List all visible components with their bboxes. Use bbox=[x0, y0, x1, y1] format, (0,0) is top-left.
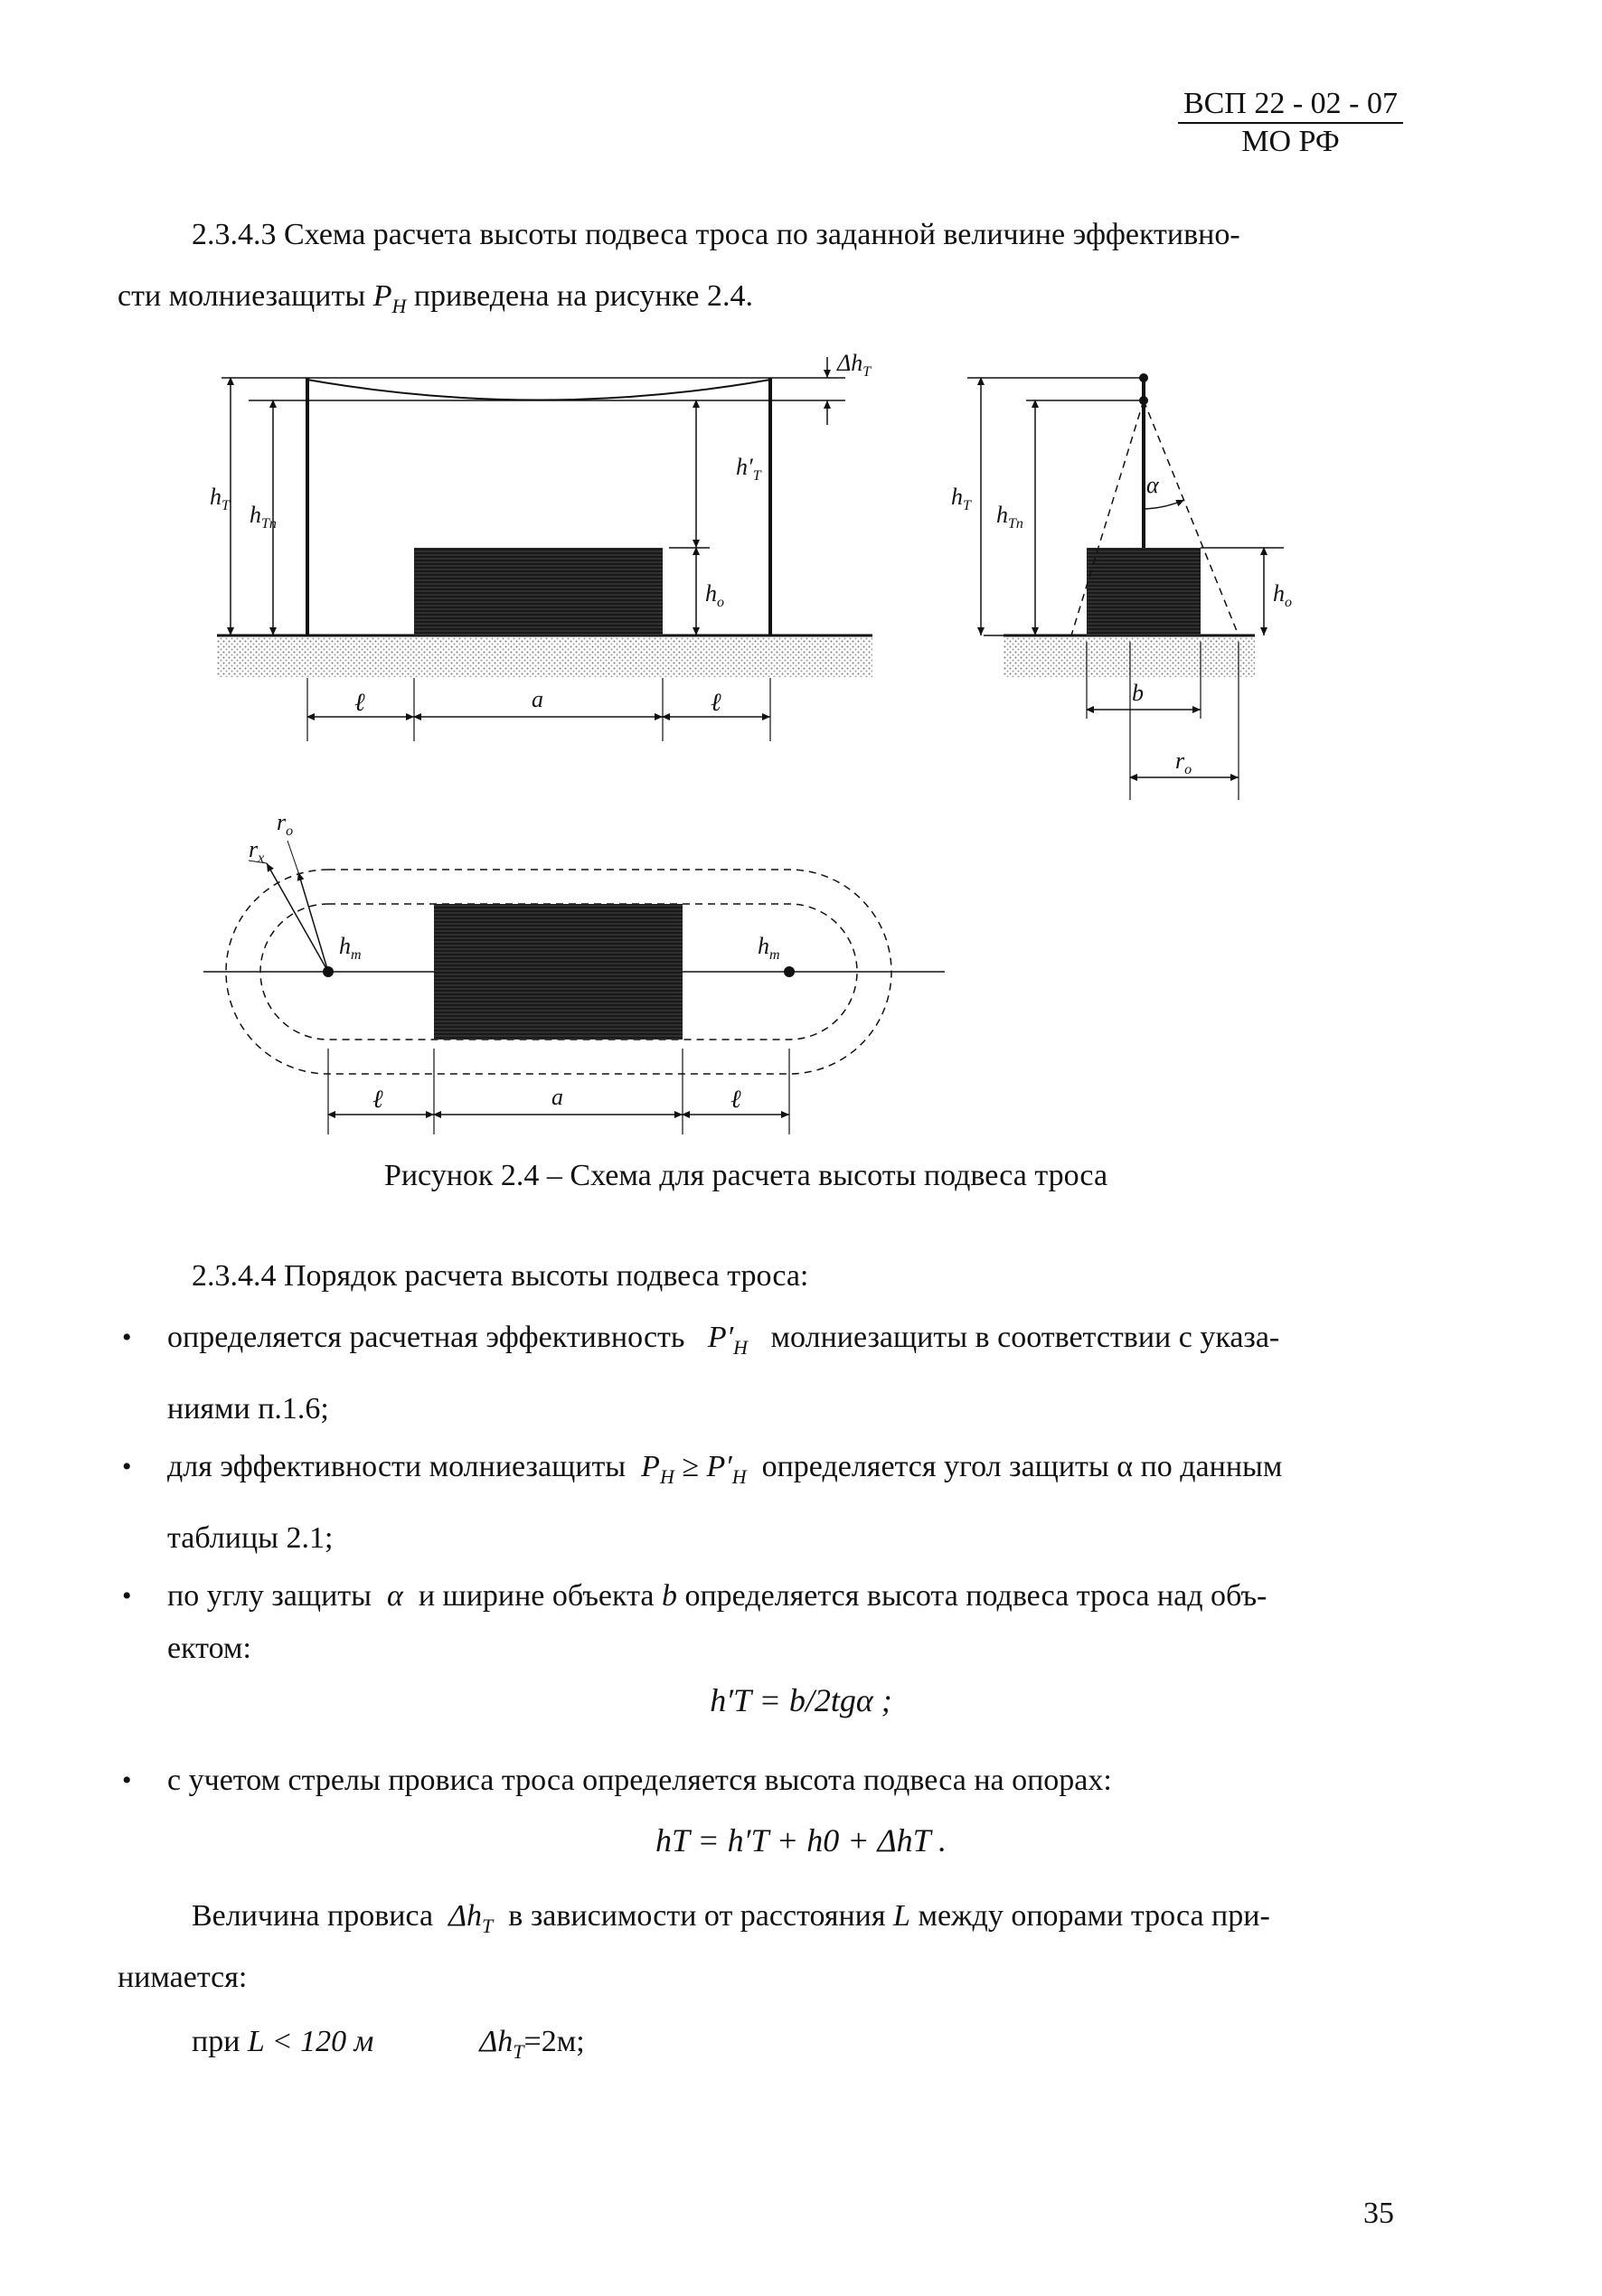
object-section bbox=[1087, 548, 1201, 635]
label-ho-2: $h_o$ bbox=[1273, 580, 1292, 610]
label-ro-plan: $r_o$ bbox=[277, 809, 294, 839]
sag-condition-row: при L < 120 м $\Delta h_T=2м$; bbox=[192, 2025, 585, 2063]
label-l-plan-right: ℓ bbox=[730, 1086, 741, 1114]
label-dh: $\Delta h_T$ bbox=[837, 350, 872, 380]
label-l-right: ℓ bbox=[711, 689, 721, 717]
label-htp: $h'_T$ bbox=[736, 454, 761, 484]
figure-caption: Рисунок 2.4 – Схема для расчета высоты подвеса троса bbox=[383, 1159, 1108, 1192]
sag-paragraph-line2: нимается: bbox=[118, 1961, 248, 1994]
label-a: a bbox=[532, 686, 543, 712]
plan-view bbox=[203, 809, 945, 1134]
paragraph-2-3-4-3-line2: сти молниезащиты $P_Н$ приведена на рисунке 2.4. bbox=[118, 279, 754, 317]
ground-hatch bbox=[217, 635, 872, 677]
page-number: 35 bbox=[1363, 2197, 1394, 2230]
formula-1: h′T = b/2tgα ; bbox=[710, 1682, 892, 1718]
protected-object bbox=[414, 548, 663, 635]
doc-code: ВСП 22 - 02 - 07 bbox=[1178, 86, 1403, 124]
label-alpha: α bbox=[1146, 472, 1159, 498]
formula-2: hT = h′T + h0 + ΔhT . bbox=[655, 1822, 947, 1858]
label-htn: $h_{Tп}$ bbox=[250, 502, 277, 532]
label-ho: $h_o$ bbox=[705, 580, 724, 610]
org-name: МО РФ bbox=[1241, 125, 1340, 158]
cable-sag bbox=[307, 380, 770, 400]
label-rx-plan: $r_x$ bbox=[249, 836, 265, 866]
label-l-left: ℓ bbox=[354, 689, 365, 717]
label-ro: $r_o$ bbox=[1175, 748, 1192, 777]
cross-section-view bbox=[951, 373, 1292, 800]
sag-paragraph-line1: Величина провиса $\Delta h_T$ в зависимости от расстояния L между опорами троса при- bbox=[192, 1899, 1270, 1937]
bullet-3: • по углу защиты α и ширине объекта b определяется высота подвеса троса над объ- ектом: bbox=[122, 1579, 1267, 1665]
object-plan bbox=[434, 904, 683, 1040]
bullet-2: • для эффективности молниезащиты $P_Н \ge P'_Н$ определяется угол защиты α по данным таблицы 2.1; bbox=[122, 1450, 1283, 1555]
side-view bbox=[210, 350, 872, 741]
label-htn-2: $h_{Tп}$ bbox=[996, 502, 1023, 532]
paragraph-2-3-4-3-line1: 2.3.4.3 Схема расчета высоты подвеса троса по заданной величине эффективно- bbox=[192, 218, 1240, 251]
label-hm-left: $h_m$ bbox=[339, 933, 362, 963]
ground-hatch-2 bbox=[1004, 635, 1255, 677]
document-header bbox=[1178, 86, 1403, 160]
support-right-plan bbox=[784, 966, 795, 977]
label-ht: $h_T$ bbox=[210, 484, 230, 513]
figure-2-4 bbox=[0, 325, 1602, 1157]
label-a-plan: a bbox=[551, 1084, 563, 1110]
bullet-1: • определяется расчетная эффективность $P'_Н$ молниезащиты в соответствии с указа- ниями п.1.6; bbox=[122, 1321, 1280, 1426]
section-2-3-4-4-title: 2.3.4.4 Порядок расчета высоты подвеса троса: bbox=[192, 1259, 809, 1293]
label-l-plan-left: ℓ bbox=[372, 1086, 383, 1114]
label-hm-right: $h_m$ bbox=[758, 933, 780, 963]
label-b: b bbox=[1132, 680, 1144, 706]
label-ht-2: $h_T$ bbox=[951, 484, 971, 513]
bullet-4: • с учетом стрелы провиса троса определяется высота подвеса на опорах: bbox=[122, 1764, 1112, 1797]
